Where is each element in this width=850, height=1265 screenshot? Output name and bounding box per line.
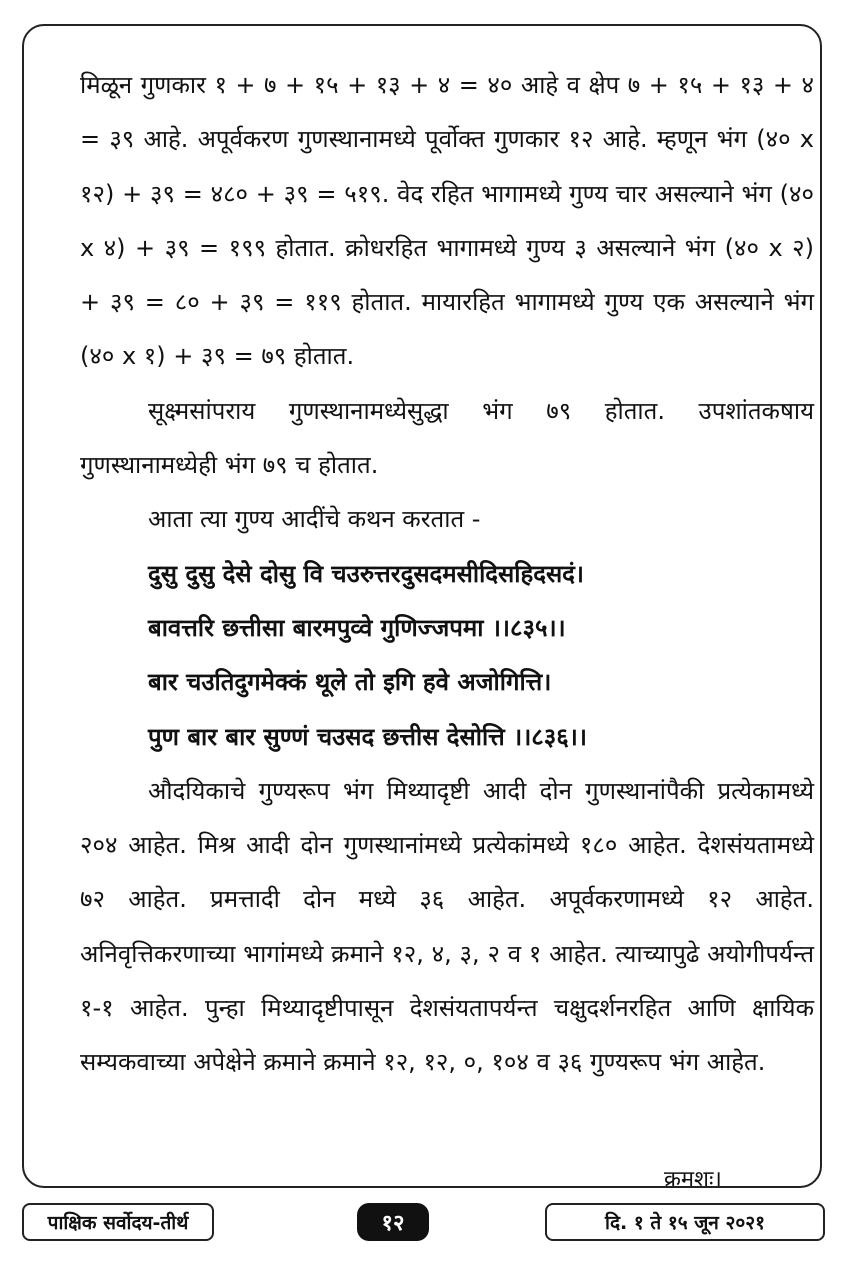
verse-block [80,547,814,764]
verse-line: बावत्तरि छत्तीसा बारमपुव्वे गुणिज्जपमा ।।८३५।। [148,613,566,642]
publication-name: पाक्षिक सर्वोदय-तीर्थ [22,1203,214,1241]
paragraph-sukshma: सूक्ष्मसांपराय गुणस्थानामध्येसुद्धा भंग ७९ होतात. उपशांतकषाय गुणस्थानामध्येही भंग ७९ च होतात. [80,396,814,480]
paragraph-calculation: मिळून गुणकार १ + ७ + १५ + १३ + ४ = ४० आहे व क्षेप ७ + १५ + १३ + ४ = ३९ आहे. अपूर्वकरण गुणस्थानामध्ये पूर्वोक्त गुणकार १२ आहे. म्हणून भंग (४० x १२) + ३९ = ४८० + ३९ = ५१९. वेद रहित भागामध्ये गुण्य चार असल्याने भंग (४० x ४) + ३९ = १९९ होतात. क्रोधरहित भागामध्ये गुण्य ३ असल्याने भंग (४० x २) + ३९ = ८० + ३९ = ११९ होतात. मायारहित भागामध्ये गुण्य एक असल्याने भंग (४० x १) + ३९ = ७९ होतात. [80,71,814,371]
paragraph-intro-verse: आता त्या गुण्य आदींचे कथन करतात - [148,505,481,534]
verse-line: दुसु दुसु देसे दोसु वि चउरुत्तरदुसदमसीदिसहिदसदं। [148,559,585,588]
body-text [80,58,814,1090]
continued-label: क्रमशः। [664,1167,722,1192]
paragraph-audayik: औदयिकाचे गुण्यरूप भंग मिथ्यादृष्टी आदी दोन गुणस्थानांपैकी प्रत्येकामध्ये २०४ आहेत. मिश्र आदी दोन गुणस्थानांमध्ये प्रत्येकांमध्ये १८० आहेत. देशसंयतामध्ये ७२ आहेत. प्रमत्तादी दोन मध्ये ३६ आहेत. अपूर्वकरणामध्ये १२ आहेत. अनिवृत्तिकरणाच्या भागांमध्ये क्रमाने १२, ४, ३, २ व १ आहेत. त्याच्यापुढे अयोगीपर्यन्त १-१ आहेत. पुन्हा मिथ्यादृष्टीपासून देशसंयतापर्यन्त चक्षुदर्शनरहित आणि क्षायिक सम्यकवाच्या अपेक्षेने क्रमाने क्रमाने १२, १२, ०, १०४ व ३६ गुण्यरूप भंग आहेत. [80,776,814,1077]
verse-line: पुण बार बार सुण्णं चउसद छत्तीस देसोत्ति ।।८३६।। [148,722,587,751]
verse-line: बार चउतिदुगमेक्कं थूले तो इगि हवे अजोगित्ति। [148,668,552,697]
page-frame [22,24,822,1192]
issue-date: दि. १ ते १५ जून २०२१ [545,1203,825,1241]
page-number: १२ [357,1203,429,1241]
